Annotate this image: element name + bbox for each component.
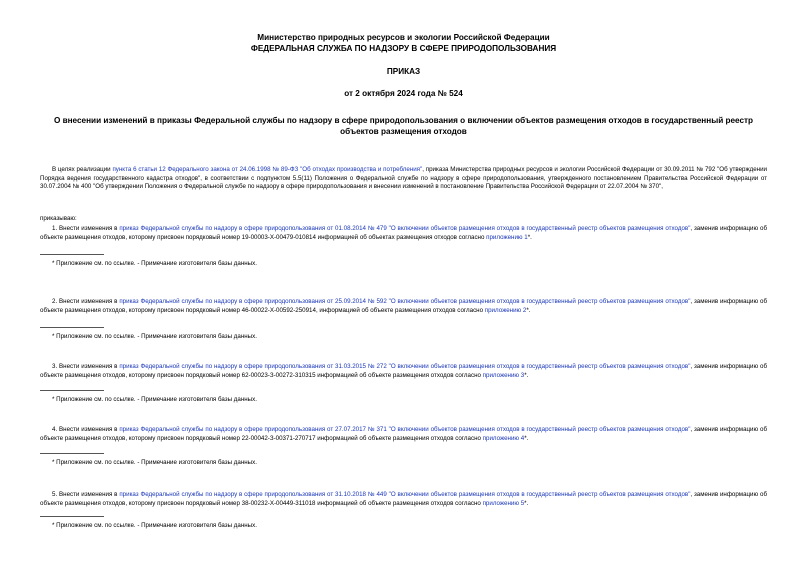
order-word: приказываю: [40,215,77,222]
order-item-1 [40,225,767,242]
footnote-3: * Приложение см. по ссылке. - Примечание изготовителя базы данных. [52,396,257,403]
footnote-divider [40,516,104,517]
document-title: О внесении изменений в приказы Федеральной службы по надзору в сфере природопользования о включении объектов размещения отходов в государственный реестр объектов размещения отходов [53,116,754,136]
preamble-text-1: В целях реализации [52,166,113,173]
item-5-prefix: 5. Внести изменения в [52,491,120,498]
order-item-3 [40,363,767,380]
footnote-2: * Приложение см. по ссылке. - Примечание изготовителя базы данных. [52,333,257,340]
item-1-order-link[interactable]: приказ Федеральной службы по надзору в сфере природопользования от 01.08.2014 № 479 "О включении объектов размещения отходов в государственный реестр объектов размещения отходов" [119,225,691,232]
preamble-text-2: , приказа Министерства природных ресурсов и экологии Российской Федерации от 30.09.2011 № 792 "Об утверждении Порядка ведения государственного кадастра отходов", в соответствии с подпунктом 5.5(11) Положения о Федеральной службе по надзору в сфере природопользования, утвержденного постановлением Правительства Российской Федерации от 30.07.2004 № 400 "Об утверждении Положения о Федеральной службе по надзору в сфере природопользования и внесении изменений в постановление Правительства Российской Федерации от 22.07.2004 № 370", [40,166,767,191]
order-item-4 [40,426,767,443]
footnote-divider [40,327,104,328]
item-1-prefix: 1. Внести изменения в [52,225,120,232]
item-1-text: , заменив информацию об объекте размещения отходов, которому присвоен порядковый номер 19-00003-Х-00479-010814 информацией об объектах размещения отходов согласно [40,225,767,241]
ministry-name: Министерство природных ресурсов и экологии Российской Федерации [257,33,550,42]
item-4-text: , заменив информацию об объекте размещения отходов, которому присвоен порядковый номер 22-00042-З-00371-270717 информацией об объекте размещения отходов согласно [40,426,767,442]
item-2-prefix: 2. Внести изменения в [52,298,120,305]
item-4-suffix: *. [524,434,529,442]
footnote-divider [40,254,104,255]
item-1-suffix: *. [527,233,532,241]
item-5-order-link[interactable]: приказ Федеральной службы по надзору в сфере природопользования от 31.10.2018 № 449 "О включении объектов размещения отходов в государственный реестр объектов размещения отходов" [119,491,691,498]
item-3-prefix: 3. Внести изменения в [52,363,120,370]
document-date-number: от 2 октября 2024 года № 524 [344,89,463,98]
item-2-suffix: *. [526,306,531,314]
item-5-suffix: *. [524,499,529,507]
order-item-5 [40,491,767,508]
item-2-text: , заменив информацию об объекте размещения отходов, которому присвоен порядковый номер 46-00022-Х-00592-250914, информацией об объекте размещения отходов согласно [40,298,767,314]
preamble [40,166,767,192]
item-5-appendix-link[interactable]: приложению 5 [482,499,525,507]
footnote-5: * Приложение см. по ссылке. - Примечание изготовителя базы данных. [52,522,257,529]
service-name: ФЕДЕРАЛЬНАЯ СЛУЖБА ПО НАДЗОРУ В СФЕРЕ ПРИРОДОПОЛЬЗОВАНИЯ [250,44,557,53]
footnote-divider [40,453,104,454]
document-type: ПРИКАЗ [386,67,421,76]
item-1-appendix-link[interactable]: приложению 1 [486,233,528,241]
item-5-text: , заменив информацию об объекте размещения отходов, которому присвоен порядковый номер 38-00232-Х-00449-311018 информацией об объекте размещения отходов согласно [40,491,767,507]
item-4-order-link[interactable]: приказ Федеральной службы по надзору в сфере природопользования от 27.07.2017 № 371 "О включении объектов размещения отходов в государственный реестр объектов размещения отходов" [119,426,691,433]
order-item-2 [40,298,767,315]
item-3-text: , заменив информацию об объекте размещения отходов, которому присвоен порядковый номер 62-00023-З-00272-310315 информацией об объекте размещения отходов согласно [40,363,767,379]
item-3-appendix-link[interactable]: приложению 3 [482,371,525,379]
item-2-order-link[interactable]: приказ Федеральной службы по надзору в сфере природопользования от 25.09.2014 № 592 "О включении объектов размещения отходов в государственный реестр объектов размещения отходов" [119,298,691,305]
item-2-appendix-link[interactable]: приложению 2 [484,306,527,314]
footnote-1: * Приложение см. по ссылке. - Примечание изготовителя базы данных. [52,260,257,267]
item-3-suffix: *. [524,371,529,379]
footnote-divider [40,390,104,391]
item-4-prefix: 4. Внести изменения в [52,426,120,433]
federal-law-link[interactable]: пункта 6 статьи 12 Федерального закона от 24.06.1998 № 89-ФЗ "Об отходах производства и потребления" [112,166,423,173]
footnote-4: * Приложение см. по ссылке. - Примечание изготовителя базы данных. [52,459,257,466]
item-3-order-link[interactable]: приказ Федеральной службы по надзору в сфере природопользования от 31.03.2015 № 272 "О включении объектов размещения отходов в государственный реестр объектов размещения отходов" [119,363,691,370]
item-4-appendix-link[interactable]: приложению 4 [482,434,525,442]
